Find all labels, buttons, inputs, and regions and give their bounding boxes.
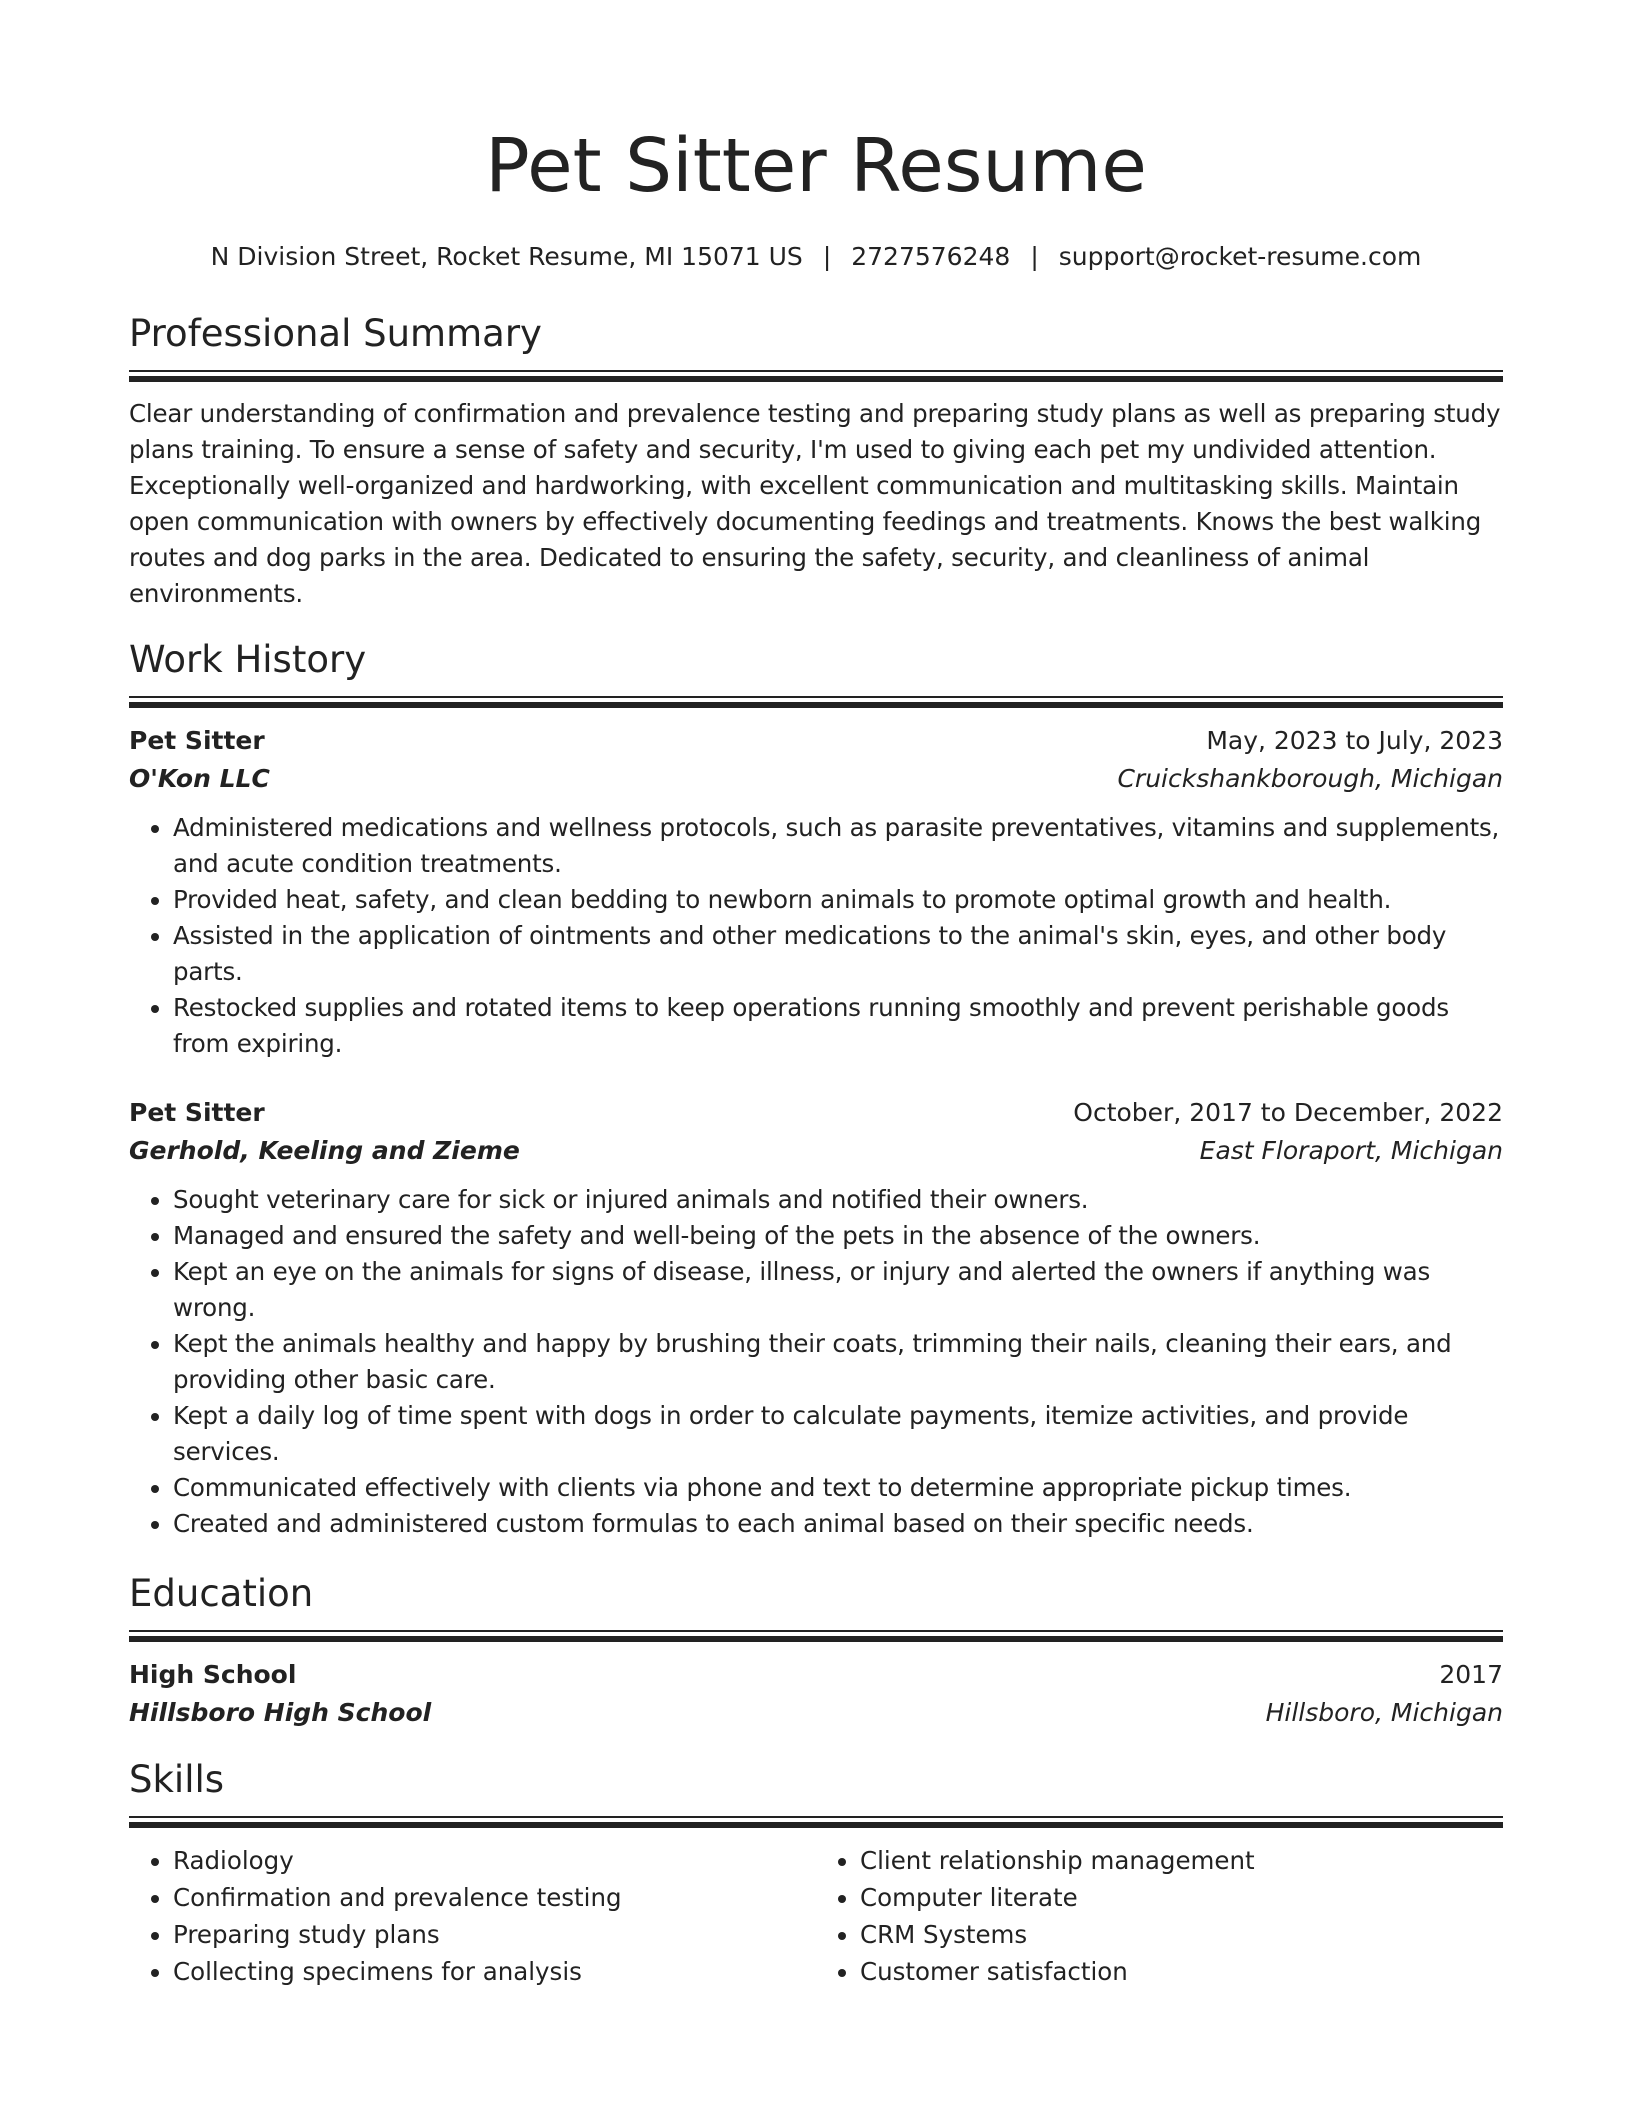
job-header-row	[129, 1094, 1503, 1132]
job-duties-list	[129, 1182, 1503, 1542]
list-item: • Provided heat, safety, and clean bedding to newborn animals to promote optimal growth and health.	[173, 882, 1503, 918]
work-history-section	[129, 636, 1503, 1542]
section-divider	[129, 370, 1503, 382]
job-dates: May, 2023 to July, 2023	[1206, 726, 1503, 755]
summary-text: Clear understanding of confirmation and prevalence testing and preparing study plans as well as preparing study plans training. To ensure a sense of safety and security, I'm used to giving each pet my undivided attention. Exceptionally well-organized and hardworking, with excellent communication and multitasking skills. Maintain open communication with owners by effectively documenting feedings and treatments. Knows the best walking routes and dog parks in the area. Dedicated to ensuring the safety, security, and cleanliness of animal environments.	[129, 399, 1501, 608]
education-header-row	[129, 1656, 1503, 1694]
job-header-row	[129, 722, 1503, 760]
skills-list-left	[129, 1842, 816, 1990]
education-location: Hillsboro, Michigan	[1265, 1698, 1503, 1727]
section-heading: Skills	[129, 1758, 225, 1801]
job-location: Cruickshankborough, Michigan	[1117, 764, 1503, 793]
job-duties-list	[129, 810, 1503, 1062]
resume-title: Pet Sitter Resume	[485, 123, 1147, 209]
section-divider	[129, 1630, 1503, 1642]
skills-columns	[129, 1842, 1503, 1990]
job-title: Pet Sitter	[129, 1098, 265, 1127]
section-heading: Education	[129, 1572, 314, 1615]
list-item: • Computer literate	[860, 1879, 1503, 1916]
job-company: O'Kon LLC	[129, 764, 270, 793]
contact-separator: |	[822, 242, 832, 271]
education-degree: High School	[129, 1660, 297, 1689]
job-location: East Floraport, Michigan	[1199, 1136, 1503, 1165]
job-entry	[129, 1094, 1503, 1542]
skills-list-right	[816, 1842, 1503, 1990]
list-item: • Kept an eye on the animals for signs of disease, illness, or injury and alerted the owners if anything was wrong.	[173, 1254, 1503, 1326]
list-item: • Kept the animals healthy and happy by brushing their coats, trimming their nails, cleaning their ears, and providing other basic care.	[173, 1326, 1503, 1398]
section-heading: Work History	[129, 638, 367, 681]
list-item: • CRM Systems	[860, 1916, 1503, 1953]
list-item: • Managed and ensured the safety and well-being of the pets in the absence of the owners.	[173, 1218, 1503, 1254]
contact-email: support@rocket-resume.com	[1058, 242, 1422, 271]
job-company-row	[129, 760, 1503, 798]
section-divider	[129, 696, 1503, 708]
education-year: 2017	[1439, 1660, 1503, 1689]
list-item: • Client relationship management	[860, 1842, 1503, 1879]
contact-phone: 2727576248	[851, 242, 1011, 271]
section-heading: Professional Summary	[129, 312, 542, 355]
education-entry	[129, 1656, 1503, 1732]
list-item: • Preparing study plans	[173, 1916, 816, 1953]
job-title: Pet Sitter	[129, 726, 265, 755]
job-company-row	[129, 1132, 1503, 1170]
contact-line	[129, 240, 1503, 274]
education-school: Hillsboro High School	[129, 1698, 432, 1727]
list-item: • Administered medications and wellness protocols, such as parasite preventatives, vitamins and supplements, and acute condition treatments.	[173, 810, 1503, 882]
list-item: • Customer satisfaction	[860, 1953, 1503, 1990]
list-item: • Created and administered custom formulas to each animal based on their specific needs.	[173, 1506, 1503, 1542]
education-section	[129, 1570, 1503, 1732]
list-item: • Radiology	[173, 1842, 816, 1879]
job-entry	[129, 722, 1503, 1062]
list-item: • Communicated effectively with clients via phone and text to determine appropriate pickup times.	[173, 1470, 1503, 1506]
skills-section	[129, 1756, 1503, 1990]
list-item: • Collecting specimens for analysis	[173, 1953, 816, 1990]
list-item: • Assisted in the application of ointments and other medications to the animal's skin, eyes, and other body parts.	[173, 918, 1503, 990]
contact-separator: |	[1030, 242, 1039, 271]
contact-address: N Division Street, Rocket Resume, MI 15071 US	[210, 242, 803, 271]
job-company: Gerhold, Keeling and Zieme	[129, 1136, 520, 1165]
education-school-row	[129, 1694, 1503, 1732]
list-item: • Sought veterinary care for sick or injured animals and notified their owners.	[173, 1182, 1503, 1218]
list-item: • Confirmation and prevalence testing	[173, 1879, 816, 1916]
section-divider	[129, 1816, 1503, 1828]
summary-section	[129, 310, 1503, 612]
list-item: • Kept a daily log of time spent with dogs in order to calculate payments, itemize activities, and provide services.	[173, 1398, 1503, 1470]
list-item: • Restocked supplies and rotated items to keep operations running smoothly and prevent perishable goods from expiring.	[173, 990, 1503, 1062]
job-dates: October, 2017 to December, 2022	[1073, 1098, 1503, 1127]
